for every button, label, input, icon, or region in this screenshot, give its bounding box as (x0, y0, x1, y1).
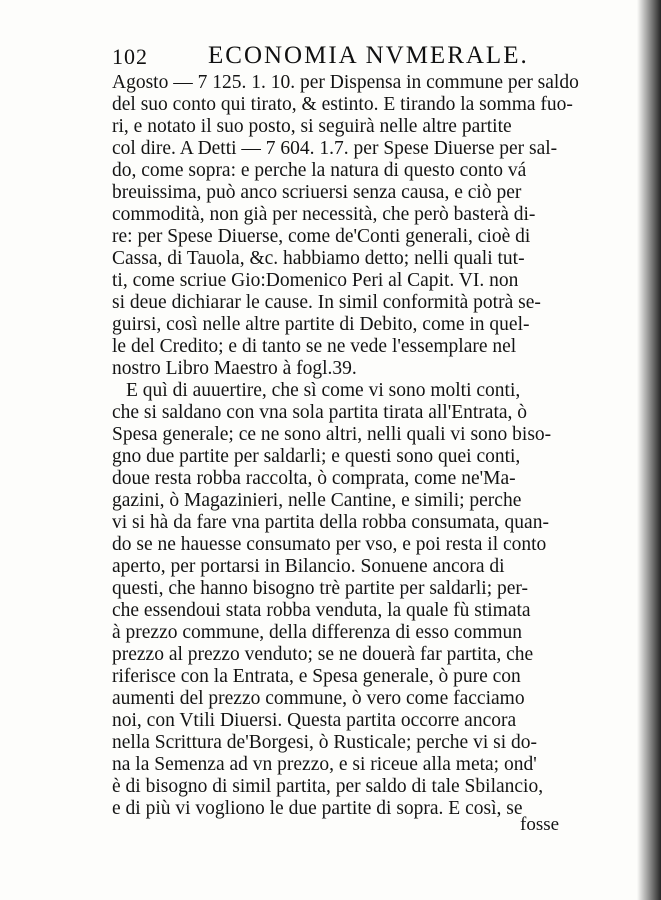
text-line: guirsi, così nelle altre partite di Debito, come in quel- (112, 314, 530, 335)
text-line: col dire. A Detti — 7 604. 1.7. per Spese Diuerse per sal- (112, 138, 558, 159)
text-line: commodità, non già per necessità, che però basterà di- (112, 204, 536, 225)
text-line: noi, con Vtili Diuersi. Questa partita occorre ancora (112, 710, 517, 731)
text-line: Cassa, di Tauola, &c. habbiamo detto; nelli quali tut- (112, 248, 525, 269)
text-line: nostro Libro Maestro à fogl.39. (112, 358, 357, 379)
text-line: gno due partite per saldarli; e questi sono quei conti, (112, 446, 521, 467)
text-line: do, come sopra: e perche la natura di questo conto vá (112, 160, 527, 181)
text-line: e di più vi vogliono le due partite di sopra. E così, se (112, 798, 523, 819)
text-line: Agosto — 7 125. 1. 10. per Dispensa in commune per saldo (112, 72, 579, 93)
page-number: 102 (112, 44, 148, 69)
text-line: re: per Spese Diuerse, come de'Conti generali, cioè di (112, 226, 531, 247)
text-line: à prezzo commune, della differenza di esso commun (112, 622, 523, 643)
text-line: aumenti del prezzo commune, ò vero come facciamo (112, 688, 525, 709)
catchword: fosse (520, 814, 560, 835)
text-line: che si saldano con vna sola partita tirata all'Entrata, ò (112, 402, 528, 423)
text-line: aperto, per portarsi in Bilancio. Sonuene ancora di (112, 556, 505, 577)
text-line: questi, che hanno bisogno trè partite per saldarli; per- (112, 578, 529, 599)
text-line: breuissima, può anco scriuersi senza causa, e ciò per (112, 182, 522, 203)
text-line: doue resta robba raccolta, ò comprata, come ne'Ma- (112, 468, 516, 489)
text-line: gazini, ò Magazinieri, nelle Cantine, e simili; perche (112, 490, 522, 511)
text-line: si deue dichiarar le cause. In simil conformità potrà se- (112, 292, 541, 313)
text-line: è di bisogno di simil partita, per saldo di tale Sbilancio, (112, 776, 544, 797)
paragraph-start-line: E quì di auuertire, che sì come vi sono molti conti, (126, 380, 521, 401)
text-line: che essendoui stata robba venduta, la quale fù stimata (112, 600, 531, 621)
text-line: riferisce con la Entrata, e Spesa generale, ò pure con (112, 666, 521, 687)
page-header (112, 44, 592, 74)
text-line: nella Scrittura de'Borgesi, ò Rusticale; perche vi si do- (112, 732, 538, 753)
page-edge-shadow (637, 0, 661, 900)
text-line: na la Semenza ad vn prezzo, e si riceue alla meta; ond' (112, 754, 537, 775)
running-title: ECONOMIA NVMERALE. (208, 42, 529, 69)
text-line: vi si hà da fare vna partita della robba consumata, quan- (112, 512, 549, 533)
text-line: prezzo al prezzo venduto; se ne douerà far partita, che (112, 644, 534, 665)
text-line: Spesa generale; ce ne sono altri, nelli quali vi sono biso- (112, 424, 552, 445)
text-line: le del Credito; e di tanto se ne vede l'essemplare nel (112, 336, 517, 357)
text-line: ti, come scriue Gio:Domenico Peri al Capit. VI. non (112, 270, 519, 291)
text-line: ri, e notato il suo posto, si seguirà nelle altre partite (112, 116, 512, 137)
text-line: del suo conto qui tirato, & estinto. E tirando la somma fuo- (112, 94, 573, 115)
text-line: do se ne hauesse consumato per vso, e poi resta il conto (112, 534, 547, 555)
body-text (112, 72, 598, 820)
